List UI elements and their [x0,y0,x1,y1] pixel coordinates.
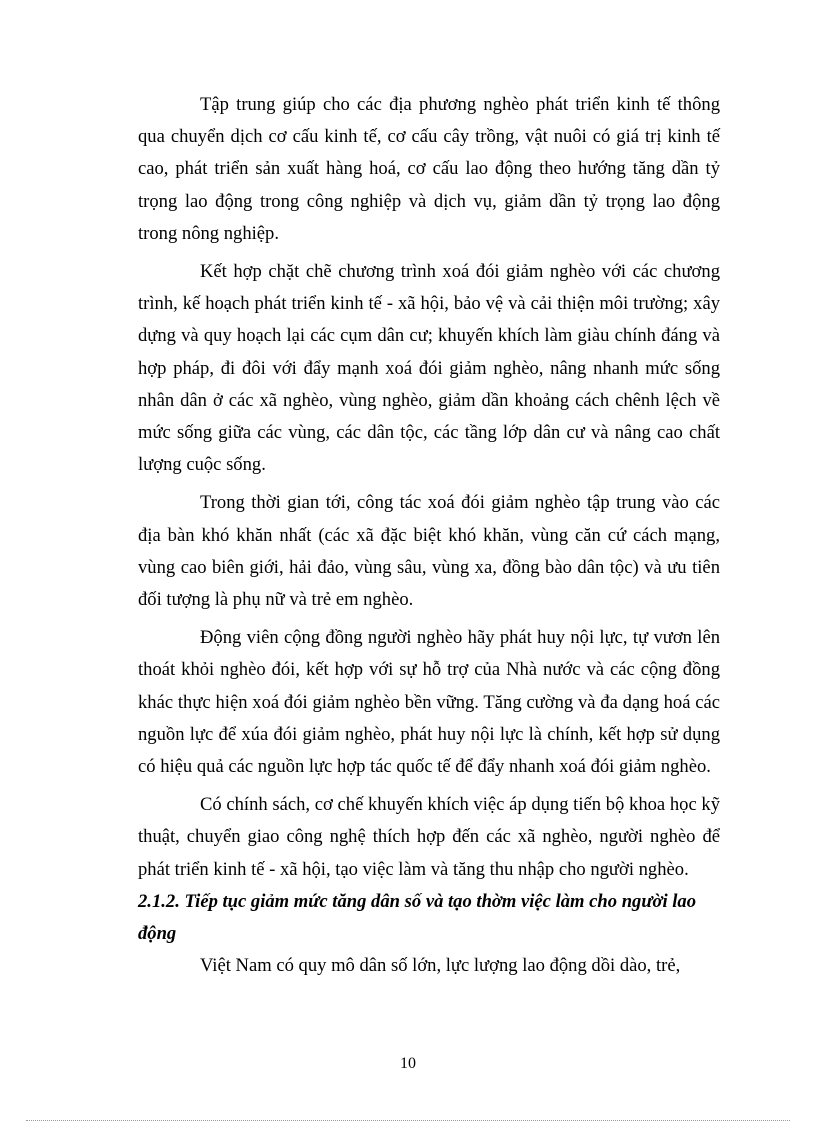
paragraph: Tập trung giúp cho các địa phương nghèo phát triển kinh tế thông qua chuyển dịch cơ cấu kinh tế, cơ cấu cây trồng, vật nuôi có giá trị kinh tế cao, phát triển sản xuất hàng hoá, cơ cấu lao động theo hướng tăng dần tỷ trọng lao động trong công nghiệp và dịch vụ, giảm dần tỷ trọng lao động trong nông nghiệp. [138,94,720,244]
page-number: 10 [400,1055,416,1072]
page-bottom-divider [26,1120,790,1121]
paragraph: Trong thời gian tới, công tác xoá đói giảm nghèo tập trung vào các địa bàn khó khăn nhất (các xã đặc biệt khó khăn, vùng căn cứ cách mạng, vùng cao biên giới, hải đảo, vùng sâu, vùng xa, đồng bào dân tộc) và ưu tiên đối tượng là phụ nữ và trẻ em nghèo. [138,492,720,611]
page-body [138,89,720,988]
paragraph: Động viên cộng đồng người nghèo hãy phát huy nội lực, tự vươn lên thoát khỏi nghèo đói, kết hợp với sự hỗ trợ của Nhà nước và các cộng đồng khác thực hiện xoá đói giảm nghèo bền vững. Tăng cường và đa dạng hoá các nguồn lực để xúa đói giảm nghèo, phát huy nội lực là chính, kết hợp sử dụng có hiệu quả các nguồn lực hợp tác quốc tế để đẩy nhanh xoá đói giảm nghèo. [138,627,720,778]
paragraph: Việt Nam có quy mô dân số lớn, lực lượng lao động dồi dào, trẻ, [200,955,681,977]
paragraph: Kết hợp chặt chẽ chương trình xoá đói giảm nghèo với các chương trình, kế hoạch phát triển kinh tế - xã hội, bảo vệ và cải thiện môi trường; xây dựng và quy hoạch lại các cụm dân cư; khuyến khích làm giàu chính đáng và hợp pháp, đi đôi với đẩy mạnh xoá đói giảm nghèo, nâng nhanh mức sống nhân dân ở các xã nghèo, vùng nghèo, giảm dần khoảng cách chênh lệch về mức sống giữa các vùng, các dân tộc, các tầng lớp dân cư và nâng cao chất lượng cuộc sống. [138,261,720,476]
section-heading: 2.1.2. Tiếp tục giảm mức tăng dân số và tạo thờm việc làm cho người lao động [138,890,697,945]
paragraph: Có chính sách, cơ chế khuyến khích việc áp dụng tiến bộ khoa học kỹ thuật, chuyển giao công nghệ thích hợp đến các xã nghèo, người nghèo để phát triển kinh tế - xã hội, tạo việc làm và tăng thu nhập cho người nghèo. [138,794,720,880]
